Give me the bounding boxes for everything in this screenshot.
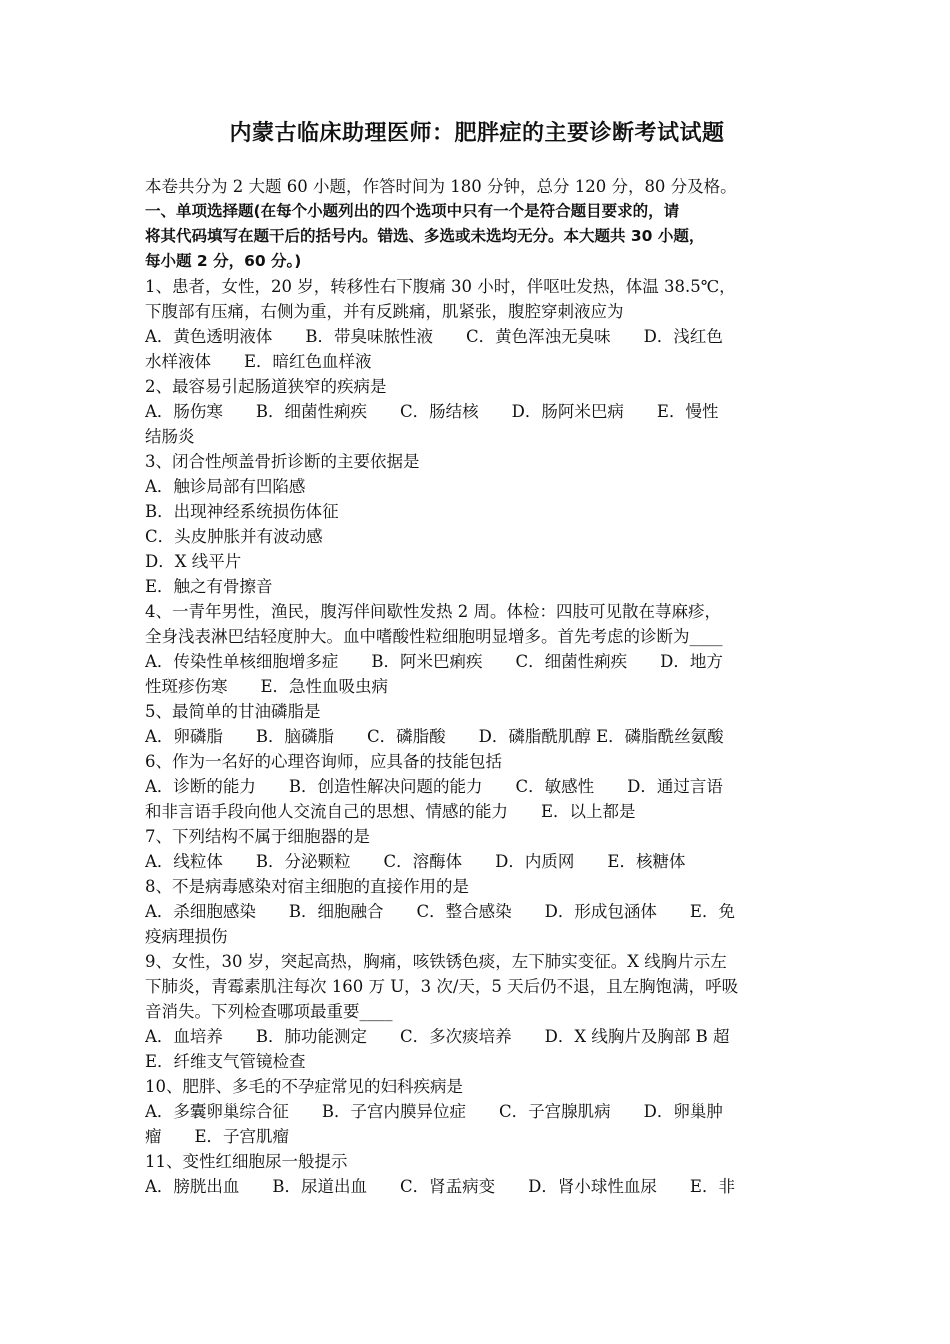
text-line: 5、最简单的甘油磷脂是 — [145, 702, 321, 721]
text-line: A．多囊卵巢综合征 B．子宫内膜异位症 C．子宫腺肌病 D．卵巢肿 — [145, 1102, 723, 1121]
text-line: 2、最容易引起肠道狭窄的疾病是 — [145, 377, 387, 396]
text-line: A．血培养 B．肺功能测定 C．多次痰培养 D．X 线胸片及胸部 B 超 — [145, 1027, 730, 1046]
section-heading-line: 将其代码填写在题干后的括号内。错选、多选或未选均无分。本大题共 30 小题， — [145, 227, 705, 245]
text-line: A．线粒体 B．分泌颗粒 C．溶酶体 D．内质网 E．核糖体 — [145, 852, 686, 871]
text-line: 下腹部有压痛，右侧为重，并有反跳痛，肌紧张，腹腔穿刺液应为 — [145, 302, 624, 321]
text-line: A．卵磷脂 B．脑磷脂 C．磷脂酸 D．磷脂酰肌醇 E．磷脂酰丝氨酸 — [145, 727, 724, 746]
text-line: 9、女性，30 岁，突起高热，胸痛，咳铁锈色痰，左下肺实变征。X 线胸片示左 — [145, 952, 727, 971]
document-title: 内蒙古临床助理医师：肥胖症的主要诊断考试试题 — [229, 121, 725, 146]
text-line: 音消失。下列检查哪项最重要____ — [145, 1002, 393, 1021]
text-line: 3、闭合性颅盖骨折诊断的主要依据是 — [145, 452, 420, 471]
document-page — [145, 118, 809, 1199]
text-line: A．膀胱出血 B．尿道出血 C．肾盂病变 D．肾小球性血尿 E．非 — [145, 1177, 735, 1196]
text-line: 水样液体 E．暗红色血样液 — [145, 352, 372, 371]
text-line: 11、变性红细胞尿一般提示 — [145, 1152, 348, 1171]
text-line: 6、作为一名好的心理咨询师，应具备的技能包括 — [145, 752, 502, 771]
text-line: 和非言语手段向他人交流自己的思想、情感的能力 E．以上都是 — [145, 802, 636, 821]
text-line: 4、一青年男性，渔民，腹泻伴间歇性发热 2 周。体检：四肢可见散在荨麻疹， — [145, 602, 721, 621]
text-line: A．肠伤寒 B．细菌性痢疾 C．肠结核 D．肠阿米巴病 E．慢性 — [145, 402, 719, 421]
text-line: 7、下列结构不属于细胞器的是 — [145, 827, 370, 846]
text-line: 性斑疹伤寒 E．急性血吸虫病 — [145, 677, 389, 696]
text-line: 本卷共分为 2 大题 60 小题，作答时间为 180 分钟，总分 120 分，80 分及格。 — [145, 177, 737, 196]
text-line: 瘤 E．子宫肌瘤 — [145, 1127, 290, 1146]
text-line: 1、患者，女性，20 岁，转移性右下腹痛 30 小时，伴呕吐发热，体温 38.5℃， — [145, 277, 736, 296]
text-line: 疫病理损伤 — [145, 927, 228, 946]
document-body — [145, 174, 809, 1199]
text-line: A．触诊局部有凹陷感 — [145, 477, 306, 496]
text-line: A．诊断的能力 B．创造性解决问题的能力 C．敏感性 D．通过言语 — [145, 777, 723, 796]
text-line: 下肺炎，青霉素肌注每次 160 万 U，3 次/天，5 天后仍不退，且左胸饱满，呼吸 — [145, 977, 739, 996]
section-heading-line: 每小题 2 分，60 分。) — [145, 252, 302, 270]
text-line: B．出现神经系统损伤体征 — [145, 502, 339, 521]
text-line: E．触之有骨擦音 — [145, 577, 273, 596]
text-line: A．黄色透明液体 B．带臭味脓性液 C．黄色浑浊无臭味 D．浅红色 — [145, 327, 723, 346]
text-line: C．头皮肿胀并有波动感 — [145, 527, 323, 546]
text-line: 全身浅表淋巴结轻度肿大。血中嗜酸性粒细胞明显增多。首先考虑的诊断为____ — [145, 627, 723, 646]
text-line: 结肠炎 — [145, 427, 195, 446]
text-line: A．杀细胞感染 B．细胞融合 C．整合感染 D．形成包涵体 E．免 — [145, 902, 735, 921]
text-line: D．X 线平片 — [145, 552, 242, 571]
text-line: A．传染性单核细胞增多症 B．阿米巴痢疾 C．细菌性痢疾 D．地方 — [145, 652, 723, 671]
text-line: E．纤维支气管镜检查 — [145, 1052, 306, 1071]
text-line: 8、不是病毒感染对宿主细胞的直接作用的是 — [145, 877, 469, 896]
section-heading-line: 一、单项选择题(在每个小题列出的四个选项中只有一个是符合题目要求的，请 — [145, 202, 680, 220]
text-line: 10、肥胖、多毛的不孕症常见的妇科疾病是 — [145, 1077, 463, 1096]
